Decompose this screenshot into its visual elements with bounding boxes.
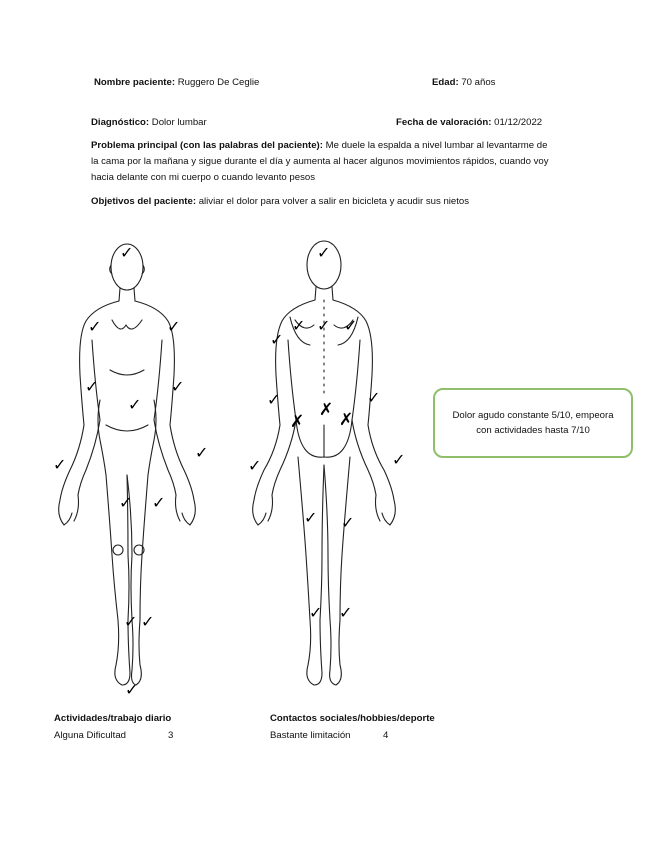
diagnosis-value: Dolor lumbar <box>151 117 207 128</box>
check-shoulder-right-back: ✓ <box>344 316 358 335</box>
activities-score: 3 <box>168 730 174 741</box>
social-value: Bastante limitación <box>270 730 351 741</box>
check-foot-front: ✓ <box>125 680 139 699</box>
check-head-back: ✓ <box>317 243 331 262</box>
patient-name-value: Ruggero De Ceglie <box>177 77 260 88</box>
objectives-text: aliviar el dolor para volver a salir en bicicleta y acudir sus nietos <box>198 196 470 207</box>
check-calf-left-back: ✓ <box>309 603 323 622</box>
social-label: Contactos sociales/hobbies/deporte <box>270 713 435 724</box>
main-problem <box>91 138 551 186</box>
date-row <box>396 117 542 129</box>
check-head-front: ✓ <box>120 243 134 262</box>
check-upper-back: ✓ <box>317 316 331 335</box>
objectives-label: Objetivos del paciente: <box>91 196 197 207</box>
check-forearm-right-back: ✓ <box>392 450 406 469</box>
pain-mark-lumbar-left: ✗ <box>290 412 305 432</box>
check-shoulder-left-back: ✓ <box>292 316 306 335</box>
check-shoulder-right-front: ✓ <box>167 317 181 336</box>
check-abdomen-front: ✓ <box>128 395 142 414</box>
check-forearm-right-front: ✓ <box>195 443 209 462</box>
main-problem-label: Problema principal (con las palabras del paciente): <box>91 140 323 151</box>
pain-mark-lumbar-right: ✗ <box>339 410 354 430</box>
check-forearm-left-back: ✓ <box>248 456 262 475</box>
date-value: 01/12/2022 <box>494 117 543 128</box>
check-thigh-right-back: ✓ <box>341 513 355 532</box>
pain-mark-lumbar-center: ✗ <box>319 400 334 420</box>
back-body-figure <box>253 241 396 685</box>
check-calf-right-back: ✓ <box>339 603 353 622</box>
diagnosis-label: Diagnóstico: <box>91 117 150 128</box>
check-arm-right-back: ✓ <box>367 388 381 407</box>
activities-label: Actividades/trabajo diario <box>54 713 172 724</box>
check-thigh-left-front: ✓ <box>119 493 133 512</box>
check-shin-right-front: ✓ <box>141 612 155 631</box>
pain-intensity-callout <box>433 388 633 458</box>
check-arm-left-back: ✓ <box>267 390 281 409</box>
check-arm-right-front: ✓ <box>171 377 185 396</box>
age-row <box>432 77 495 89</box>
diagnosis-row <box>91 117 207 129</box>
age-value: 70 años <box>461 77 496 88</box>
check-shin-left-front: ✓ <box>124 612 138 631</box>
activities-value: Alguna Dificultad <box>54 730 126 741</box>
check-thigh-left-back: ✓ <box>304 508 318 527</box>
check-shoulder-left-front: ✓ <box>88 317 102 336</box>
objectives-row <box>91 196 469 208</box>
date-label: Fecha de valoración: <box>396 117 492 128</box>
age-label: Edad: <box>432 77 459 88</box>
check-arm-left-front: ✓ <box>85 377 99 396</box>
check-upper-arm-left-back: ✓ <box>270 330 284 349</box>
patient-name-label: Nombre paciente: <box>94 77 176 88</box>
body-chart-diagram <box>40 225 430 705</box>
pain-intensity-text: Dolor agudo constante 5/10, empeora con actividades hasta 7/10 <box>452 410 614 436</box>
check-forearm-left-front: ✓ <box>53 455 67 474</box>
patient-name-row <box>94 77 259 89</box>
check-thigh-right-front: ✓ <box>152 493 166 512</box>
social-score: 4 <box>383 730 389 741</box>
main-problem-text: Me duele la espalda a nivel lumbar al levantarme de la cama por la mañana y sigue durante el día y aumenta al hacer algunos movimientos rápidos, cuando voy hacia delante con mi cuerpo o cuando levanto pesos <box>91 140 549 183</box>
